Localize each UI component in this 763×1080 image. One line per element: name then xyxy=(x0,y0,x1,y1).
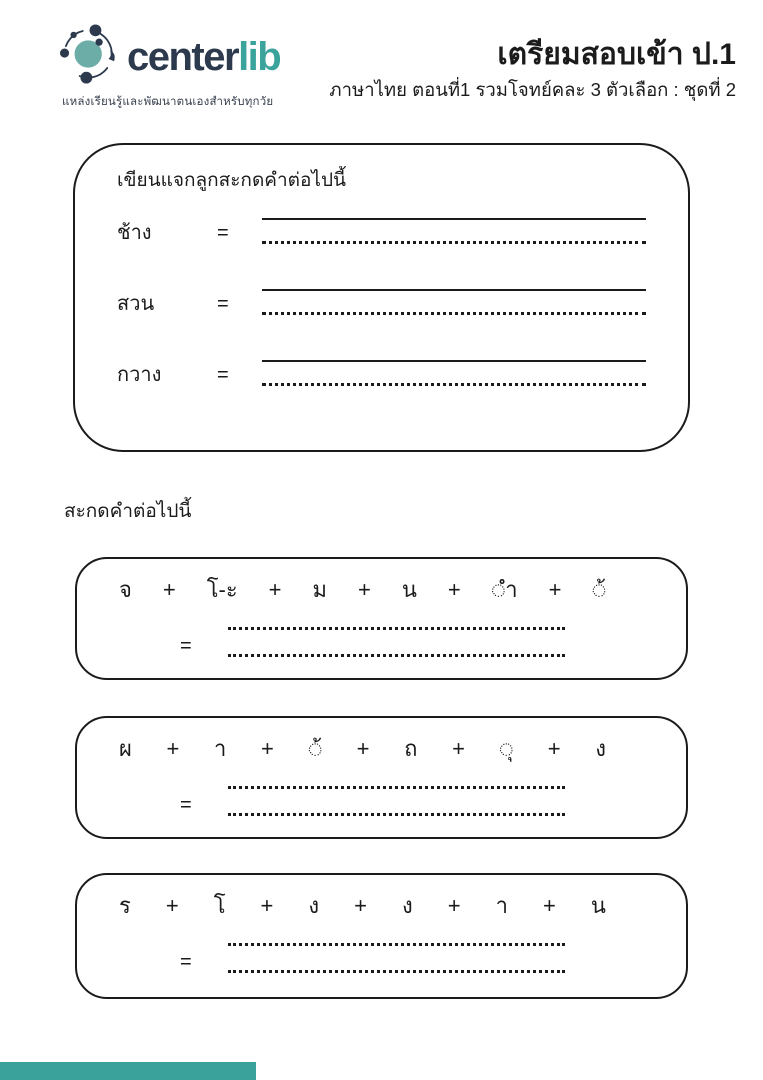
answer-line-solid xyxy=(262,289,646,291)
plus-sign: + xyxy=(358,577,371,602)
letter-equation xyxy=(119,735,606,764)
answer-line-dotted xyxy=(262,312,646,315)
letter-token: ง xyxy=(308,893,320,918)
brand-wordmark xyxy=(127,34,281,79)
plus-sign: + xyxy=(452,736,465,761)
equals-sign: = xyxy=(180,634,192,657)
plus-sign: + xyxy=(447,577,461,602)
exercise-box-write-spelling xyxy=(73,143,690,452)
page-title: เตรียมสอบเข้า ป.1 xyxy=(497,38,736,71)
spell-box-1 xyxy=(75,557,688,680)
answer-line-dotted xyxy=(228,943,565,946)
equals-sign: = xyxy=(217,292,229,315)
letter-token: ◌ุ xyxy=(499,736,514,761)
section2-instruction: สะกดคำต่อไปนี้ xyxy=(64,501,192,522)
letter-token: ร xyxy=(119,893,131,918)
brand-tagline: แหล่งเรียนรู้และพัฒนาตนเองสำหรับทุกวัย xyxy=(62,96,274,108)
word-label: กวาง xyxy=(117,363,162,386)
answer-line-dotted xyxy=(262,383,646,386)
answer-line-solid xyxy=(262,360,646,362)
plus-sign: + xyxy=(542,893,556,918)
spelling-rows xyxy=(117,194,646,386)
page-subtitle: ภาษาไทย ตอนที่1 รวมโจทย์คละ 3 ตัวเลือก : ชุดที่ 2 xyxy=(329,79,736,100)
plus-sign: + xyxy=(261,736,274,761)
plus-sign: + xyxy=(165,893,179,918)
letter-token: ง xyxy=(595,736,606,761)
answer-lines xyxy=(228,931,565,973)
instruction-text: เขียนแจกลูกสะกดคำต่อไปนี้ xyxy=(117,170,347,191)
letter-token: น xyxy=(401,577,417,602)
answer-area xyxy=(180,615,686,657)
letter-token: น xyxy=(590,893,606,918)
spelling-row-suan xyxy=(117,244,646,315)
letter-token: โ-ะ xyxy=(206,577,238,602)
equals-sign: = xyxy=(217,221,229,244)
plus-sign: + xyxy=(547,736,561,761)
footer-accent-bar xyxy=(0,1062,256,1080)
word-label: สวน xyxy=(117,292,155,315)
letter-token: ม xyxy=(312,577,328,602)
answer-area xyxy=(180,931,686,973)
equals-sign: = xyxy=(180,793,192,816)
equals-sign: = xyxy=(217,363,229,386)
letter-token: โ xyxy=(213,893,226,918)
spelling-row-chang xyxy=(117,194,646,244)
letter-equation xyxy=(119,576,606,605)
plus-sign: + xyxy=(354,893,367,918)
answer-line-dotted xyxy=(228,970,565,973)
letter-token: า xyxy=(495,893,508,918)
plus-sign: + xyxy=(447,893,461,918)
answer-field xyxy=(262,360,646,386)
answer-field xyxy=(262,289,646,315)
plus-sign: + xyxy=(162,577,176,602)
brand-word-center: center xyxy=(127,34,239,79)
answer-line-dotted xyxy=(262,241,646,244)
answer-line-dotted xyxy=(228,813,565,816)
answer-line-dotted xyxy=(228,654,565,657)
letter-token: จ xyxy=(119,577,132,602)
letter-token: ◌้ xyxy=(592,577,606,602)
document-titles xyxy=(329,38,736,105)
letter-token: ผ xyxy=(119,736,132,761)
answer-line-solid xyxy=(262,218,646,220)
answer-line-dotted xyxy=(228,786,565,789)
brand-word-lib: lib xyxy=(238,34,281,79)
answer-lines xyxy=(228,615,565,657)
brand-logo xyxy=(58,24,280,111)
answer-line-dotted xyxy=(228,627,565,630)
equals-sign: = xyxy=(180,950,192,973)
plus-sign: + xyxy=(260,893,274,918)
letter-token: ◌ำ xyxy=(491,577,518,602)
plus-sign: + xyxy=(166,736,180,761)
word-label: ช้าง xyxy=(117,221,152,244)
plus-sign: + xyxy=(356,736,370,761)
centerlib-logo-icon xyxy=(58,24,122,89)
answer-area xyxy=(180,774,686,816)
letter-token: ง xyxy=(401,893,413,918)
answer-lines xyxy=(228,774,565,816)
letter-token: า xyxy=(214,736,227,761)
letter-token: ถ xyxy=(404,736,418,761)
letter-equation xyxy=(119,892,606,921)
spell-box-3 xyxy=(75,873,688,999)
letter-token: ◌้ xyxy=(308,736,323,761)
plus-sign: + xyxy=(548,577,562,602)
spell-box-2 xyxy=(75,716,688,839)
plus-sign: + xyxy=(268,577,282,602)
spelling-row-kwang xyxy=(117,315,646,386)
answer-field xyxy=(262,218,646,244)
